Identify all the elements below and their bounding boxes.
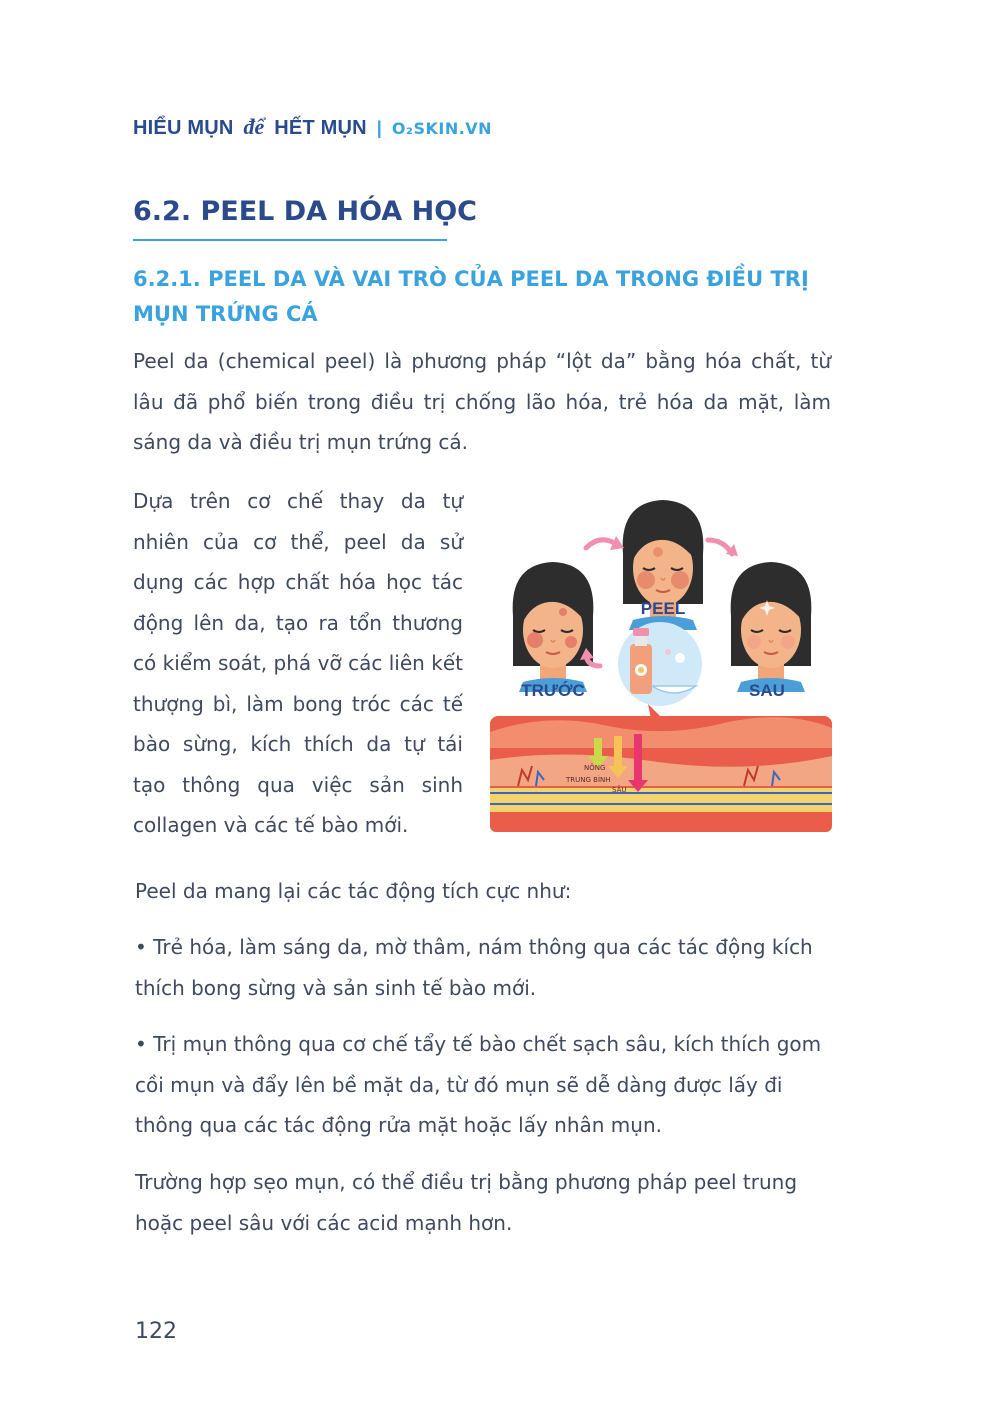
skin-layer-diagram — [490, 704, 832, 832]
intro-paragraph: Peel da (chemical peel) là phương pháp “lột da” bằng hóa chất, từ lâu đã phổ biến trong điều trị chống lão hóa, trẻ hóa da mặt, làm sáng da và điều trị mụn trứng cá. — [133, 349, 831, 454]
depth-label-medium: TRUNG BÌNH — [566, 776, 611, 784]
face-before-icon — [513, 562, 594, 692]
book-title-part1: HIỂU MỤN — [133, 117, 234, 139]
depth-label-deep: SÂU — [612, 786, 627, 794]
peel-process-illustration — [488, 486, 834, 834]
face-after-icon — [731, 562, 812, 692]
benefits-intro: Peel da mang lại các tác động tích cực như: — [135, 879, 572, 903]
section-title-underline — [133, 239, 447, 241]
mechanism-paragraph: Dựa trên cơ chế thay da tự nhiên của cơ thể, peel da sử dụng các hợp chất hóa học tác động lên da, tạo ra tổn thương có kiểm soát, phá vỡ các liên kết thượng bì, làm bong tróc các tế bào sừng, kích thích da tự tái tạo thông qua việc sản sinh collagen và các tế bào mới. — [133, 489, 463, 837]
peel-product-icon — [618, 622, 702, 706]
book-title-part2: HẾT MỤN — [274, 117, 367, 139]
section-title: 6.2. PEEL DA HÓA HỌC — [133, 196, 477, 227]
page-number: 122 — [135, 1319, 177, 1344]
label-peel: PEEL — [640, 599, 686, 618]
subsection-title: 6.2.1. PEEL DA VÀ VAI TRÒ CỦA PEEL DA TRONG ĐIỀU TRỊ MỤN TRỨNG CÁ — [133, 267, 809, 326]
depth-label-shallow: NÔNG — [584, 764, 606, 772]
website-label: O₂SKIN.VN — [391, 119, 493, 138]
label-after: SAU — [749, 681, 785, 700]
book-title-de: để — [243, 114, 265, 139]
header-separator: | — [376, 118, 382, 138]
running-header — [133, 114, 492, 140]
scar-paragraph: Trường hợp sẹo mụn, có thể điều trị bằng phương pháp peel trung hoặc peel sâu với các acid mạnh hơn. — [135, 1170, 798, 1235]
label-before: TRƯỚC — [521, 681, 585, 700]
benefit-bullet-2: • Trị mụn thông qua cơ chế tẩy tế bào chết sạch sâu, kích thích gom cồi mụn và đẩy lên bề mặt da, từ đó mụn sẽ dễ dàng được lấy đi thông qua các tác động rửa mặt hoặc lấy nhân mụn. — [135, 1032, 822, 1137]
benefit-bullet-1: • Trẻ hóa, làm sáng da, mờ thâm, nám thông qua các tác động kích thích bong sừng và sản sinh tế bào mới. — [135, 935, 813, 1000]
